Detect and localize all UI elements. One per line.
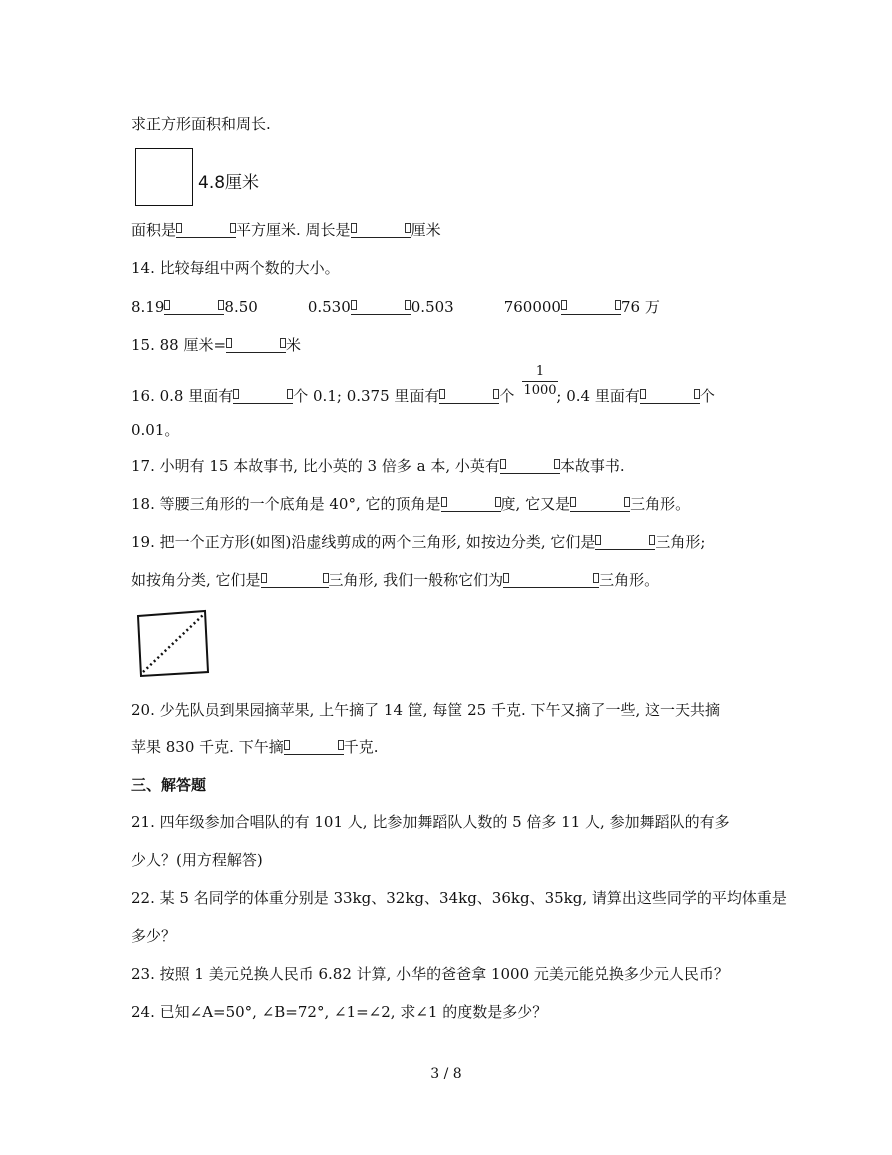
- q20-line2: [131, 737, 379, 757]
- q14-pair2-right: 0.503: [410, 298, 454, 316]
- q22-line2: 多少？: [131, 927, 177, 945]
- q19-blank-3[interactable]: [503, 571, 599, 588]
- square-side-label: 4.8厘米: [198, 173, 260, 193]
- q13-answer-line: [131, 220, 441, 240]
- area-answer-blank[interactable]: [176, 221, 236, 238]
- square-figure: [135, 148, 193, 206]
- q19-line1: [131, 532, 705, 552]
- q16-part5: 个: [699, 387, 715, 405]
- q14-pair3-left: 760000: [503, 298, 561, 316]
- q19-blank-2[interactable]: [261, 571, 329, 588]
- q14-pair1-left: 8.19: [131, 298, 165, 316]
- q15-prefix: 15. 88 厘米=: [131, 336, 227, 354]
- q13-intro: 求正方形面积和周长.: [131, 115, 271, 133]
- q20-answer-blank[interactable]: [284, 738, 344, 755]
- fraction-numerator: 1: [535, 364, 545, 379]
- q21-line2: 少人？(用方程解答): [131, 851, 263, 869]
- q17-line: [131, 456, 625, 476]
- q19-line2: [131, 570, 659, 590]
- q13-area-prefix: 面积是: [131, 221, 177, 239]
- q17-suffix: 本故事书.: [559, 457, 625, 475]
- compare-blank-2[interactable]: [351, 298, 411, 315]
- compare-blank-1[interactable]: [164, 298, 224, 315]
- section-title: 三、解答题: [131, 776, 207, 794]
- q14-pairs: [131, 297, 660, 317]
- q18-blank-1[interactable]: [441, 495, 501, 512]
- q16-part2: 个 0.1; 0.375 里面有: [293, 387, 440, 405]
- q19-part4: 三角形, 我们一般称它们为: [328, 571, 504, 589]
- q18-blank-2[interactable]: [570, 495, 630, 512]
- q23-line: 23. 按照 1 美元兑换人民币 6.82 计算, 小华的爸爸拿 1000 元美元能兑换多少元人民币？: [131, 965, 729, 983]
- page-number: 3 / 8: [430, 1066, 462, 1082]
- q19-part2: 三角形;: [655, 533, 706, 551]
- q19-part5: 三角形。: [599, 571, 660, 589]
- dashed-diagonal: [143, 615, 203, 672]
- q14-pair3-right: 76 万: [620, 298, 660, 316]
- q16-part1: 16. 0.8 里面有: [131, 387, 234, 405]
- q20-line1: 20. 少先队员到果园摘苹果, 上午摘了 14 筐, 每筐 25 千克. 下午又摘了一些, 这一天共摘: [131, 701, 721, 719]
- q19-part1: 19. 把一个正方形(如图)沿虚线剪成的两个三角形, 如按边分类, 它们是: [131, 533, 596, 551]
- compare-blank-3[interactable]: [561, 298, 621, 315]
- perimeter-answer-blank[interactable]: [351, 221, 411, 238]
- q22-line1: 22. 某 5 名同学的体重分别是 33kg、32kg、34kg、36kg、35kg, 请算出这些同学的平均体重是: [131, 889, 787, 907]
- fraction-bar: [522, 381, 558, 382]
- q16-blank-3[interactable]: [640, 387, 700, 404]
- q21-line1: 21. 四年级参加合唱队的有 101 人, 比参加舞蹈队人数的 5 倍多 11 人, 参加舞蹈队的有多: [131, 813, 730, 831]
- q13-perimeter-unit: 厘米: [410, 221, 441, 239]
- q18-part2: 度, 它又是: [500, 495, 571, 513]
- q16-line2: 0.01。: [131, 421, 180, 439]
- q16-line1: [131, 386, 715, 406]
- q18-part1: 18. 等腰三角形的一个底角是 40°, 它的顶角是: [131, 495, 441, 513]
- q16-part4: ; 0.4 里面有: [556, 387, 640, 405]
- q20-line2-prefix: 苹果 830 千克. 下午摘: [131, 738, 284, 756]
- q17-prefix: 17. 小明有 15 本故事书, 比小英的 3 倍多 a 本, 小英有: [131, 457, 500, 475]
- q14-title: 14. 比较每组中两个数的大小。: [131, 259, 340, 277]
- q24-line: 24. 已知∠A=50°, ∠B=72°, ∠1=∠2, 求∠1 的度数是多少？: [131, 1003, 548, 1021]
- fraction-denominator: 1000: [523, 383, 557, 398]
- q14-pair2-left: 0.530: [307, 298, 351, 316]
- tilted-square-figure: [135, 608, 211, 680]
- q15-answer-blank[interactable]: [226, 336, 286, 353]
- q15-suffix: 米: [286, 336, 302, 354]
- q13-area-unit: 平方厘米. 周长是: [236, 221, 351, 239]
- q15-line: [131, 335, 301, 355]
- q18-line: [131, 494, 690, 514]
- q20-line2-suffix: 千克.: [343, 738, 379, 756]
- q19-part3: 如按角分类, 它们是: [131, 571, 261, 589]
- q16-blank-1[interactable]: [233, 387, 293, 404]
- q17-answer-blank[interactable]: [500, 457, 560, 474]
- fraction-one-thousandth: [520, 364, 560, 399]
- q18-part3: 三角形。: [630, 495, 691, 513]
- q16-blank-2[interactable]: [439, 387, 499, 404]
- q16-part3: 个: [499, 387, 515, 405]
- q19-blank-1[interactable]: [595, 533, 655, 550]
- q14-pair1-right: 8.50: [224, 298, 258, 316]
